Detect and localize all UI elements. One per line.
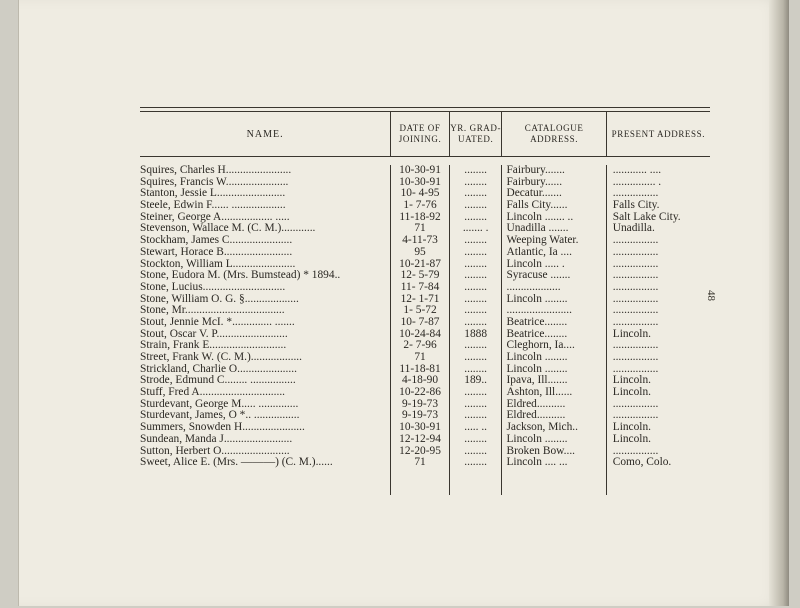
year-column (449, 165, 502, 495)
row-date: 9-19-73 (401, 410, 439, 422)
row-catalogue: Fairbury....... (506, 165, 565, 176)
row-name: Strickland, Charlie O..................... (140, 363, 297, 375)
row-date: 10-22-86 (399, 387, 441, 399)
row-catalogue: Beatrice........ (506, 316, 568, 328)
catalogue-column (501, 165, 605, 495)
row-name: Stockton, William L...................... (140, 258, 296, 270)
row-year: ........ (464, 445, 488, 457)
row-year: ........ (464, 433, 488, 445)
row-catalogue: Weeping Water. (506, 235, 579, 247)
row-catalogue: Falls City...... (506, 200, 568, 212)
row-date: 12- 1-71 (400, 293, 440, 305)
row-date: 11- 7-84 (400, 281, 440, 293)
row-name: Steiner, George A.................. ..... (140, 211, 290, 223)
row-catalogue: Atlantic, Ia .... (506, 246, 572, 258)
row-present: ................ (612, 363, 659, 375)
row-present: Falls City. (612, 200, 660, 212)
row-catalogue: Eldred.......... (506, 410, 566, 422)
row-present: ................ (612, 246, 659, 258)
row-year: ........ (464, 340, 488, 352)
row-date: 10- 4-95 (400, 188, 440, 200)
row-year: ........ (464, 200, 488, 212)
row-date: 9-19-73 (401, 398, 439, 410)
row-year: ........ (464, 235, 488, 247)
row-date: 2- 7-96 (403, 340, 437, 352)
header-present-address: PRESENT ADDRESS. (606, 112, 710, 156)
row-present: Lincoln. (612, 387, 652, 399)
row-name: Stone, Mr................................... (140, 305, 285, 317)
row-year: ....... . (462, 223, 489, 235)
row-date: 10-24-84 (399, 328, 441, 340)
row-date: 11-18-92 (399, 211, 441, 223)
row-date: 71 (414, 223, 426, 235)
row-name: Sutton, Herbert O........................ (140, 445, 290, 457)
membership-table (140, 107, 710, 495)
row-present: Lincoln. (612, 433, 652, 445)
row-present: Como, Colo. (612, 457, 672, 469)
row-name: Stout, Oscar V. P......................... (140, 328, 288, 340)
row-catalogue: Beatrice........ (506, 328, 568, 340)
row-name: Strode, Edmund C........ ................ (140, 375, 296, 387)
row-date: 12- 5-79 (400, 270, 440, 282)
row-catalogue: Lincoln ........ (506, 293, 568, 305)
row-catalogue: Fairbury...... (506, 176, 563, 188)
row-catalogue: Lincoln ........ (506, 433, 568, 445)
row-year: ........ (464, 410, 488, 422)
row-present: Unadilla. (612, 223, 655, 235)
row-year: 1888 (464, 328, 488, 340)
row-year: ........ (464, 457, 488, 469)
row-date: 4-18-90 (401, 375, 439, 387)
date-column (390, 165, 449, 495)
header-name: NAME. (246, 128, 284, 140)
row-present: ................ (612, 340, 659, 352)
row-name: Sturdevant, James, O *.. ................ (140, 410, 300, 422)
table-body (140, 157, 710, 495)
row-year: ........ (464, 363, 488, 375)
row-name: Strain, Frank E........................... (140, 340, 287, 352)
row-catalogue: Broken Bow.... (506, 445, 576, 457)
row-present: ................ (612, 445, 659, 457)
name-column (140, 165, 390, 495)
row-present: Lincoln. (612, 375, 652, 387)
row-present: ............... . (612, 176, 662, 188)
row-year: ........ (464, 165, 488, 176)
page-number: 48 (705, 290, 717, 301)
row-date: 10-21-87 (399, 258, 441, 270)
row-name: Stevenson, Wallace M. (C. M.)............ (140, 223, 316, 235)
header-date-of-joining: DATE OF JOINING. (390, 112, 449, 156)
table-header (140, 112, 710, 157)
row-name: Stockham, James C...................... (140, 235, 293, 247)
row-present: ................ (612, 293, 659, 305)
row-name: Stewart, Horace B........................ (140, 246, 293, 258)
row-name: Stuff, Fred A.............................. (140, 387, 286, 399)
row-date: 12-12-94 (399, 433, 441, 445)
book-page (18, 0, 789, 606)
row-date: 1- 5-72 (403, 305, 437, 317)
row-year: ........ (464, 387, 488, 399)
row-name: Sundean, Manda J........................ (140, 433, 293, 445)
row-year: ........ (464, 316, 488, 328)
row-catalogue: Lincoln ........ (506, 363, 568, 375)
row-date: 10-30-91 (399, 176, 441, 188)
row-year: ........ (464, 398, 488, 410)
row-catalogue: Eldred.......... (506, 398, 566, 410)
row-catalogue: Decatur....... (506, 188, 562, 200)
row-present: Salt Lake City. (612, 211, 681, 223)
row-date: 1- 7-76 (403, 200, 437, 212)
row-date: 10-30-91 (399, 165, 441, 176)
row-year: ........ (464, 352, 488, 363)
row-present: ................ (612, 188, 659, 200)
row-date: 4-11-73 (402, 235, 438, 247)
row-year: ........ (464, 258, 488, 270)
row-name: Sturdevant, George M..... .............. (140, 398, 299, 410)
row-catalogue: Unadilla ....... (506, 223, 569, 235)
row-date: 12-20-95 (399, 445, 441, 457)
row-present: ................ (612, 352, 659, 363)
row-year: ........ (464, 188, 488, 200)
row-name: Summers, Snowden H...................... (140, 422, 305, 434)
row-present: ................ (612, 258, 659, 270)
row-date: 71 (414, 352, 426, 363)
header-year-graduated: YR. GRAD- UATED. (449, 112, 502, 156)
row-catalogue: Lincoln .... ... (506, 457, 568, 469)
row-present: ................ (612, 281, 659, 293)
row-year: ........ (464, 293, 488, 305)
row-name: Squires, Charles H....................... (140, 165, 292, 176)
row-year: ........ (464, 211, 488, 223)
row-catalogue: Syracuse ....... (506, 270, 571, 282)
row-present: Lincoln. (612, 328, 652, 340)
row-name: Steele, Edwin F...... ................... (140, 200, 286, 212)
row-catalogue: Ashton, Ill...... (506, 387, 573, 399)
row-catalogue: ....................... (506, 305, 572, 317)
row-name: Sweet, Alice E. (Mrs. ———) (C. M.)...... (140, 457, 333, 469)
row-year: ........ (464, 246, 488, 258)
present-column (606, 165, 710, 495)
row-date: 10-30-91 (399, 422, 441, 434)
row-present: ................ (612, 270, 659, 282)
row-name: Squires, Francis W...................... (140, 176, 289, 188)
row-name: Street, Frank W. (C. M.).................. (140, 352, 302, 363)
row-year: ........ (464, 281, 488, 293)
row-catalogue: Jackson, Mich.. (506, 422, 578, 434)
row-date: 95 (414, 246, 426, 258)
row-present: ................ (612, 316, 659, 328)
row-name: Stanton, Jessie L........................ (140, 188, 286, 200)
row-present: Lincoln. (612, 422, 652, 434)
row-present: ............ .... (612, 165, 662, 176)
row-name: Stone, William O. G. §................... (140, 293, 299, 305)
row-present: ................ (612, 305, 659, 317)
row-catalogue: Lincoln ..... . (506, 258, 565, 270)
row-year: 189.. (464, 375, 488, 387)
book-gutter (769, 0, 789, 606)
row-name: Stout, Jennie McI. *.............. ....... (140, 316, 295, 328)
row-catalogue: ................... (506, 281, 561, 293)
row-name: Stone, Lucius............................. (140, 281, 286, 293)
row-date: 11-18-81 (399, 363, 441, 375)
row-year: ..... .. (464, 422, 488, 434)
header-catalogue-address: CATALOGUE ADDRESS. (501, 112, 605, 156)
row-year: ........ (464, 176, 488, 188)
row-catalogue: Cleghorn, Ia.... (506, 340, 575, 352)
row-catalogue: Ipava, Ill....... (506, 375, 568, 387)
row-date: 71 (414, 457, 426, 469)
row-year: ........ (464, 270, 488, 282)
row-date: 10- 7-87 (400, 316, 440, 328)
row-year: ........ (464, 305, 488, 317)
row-present: ................ (612, 398, 659, 410)
row-present: ................ (612, 235, 659, 247)
row-present: ................ (612, 410, 659, 422)
row-catalogue: Lincoln ....... .. (506, 211, 574, 223)
row-catalogue: Lincoln ........ (506, 352, 568, 363)
row-name: Stone, Eudora M. (Mrs. Bumstead) * 1894.. (140, 270, 341, 282)
